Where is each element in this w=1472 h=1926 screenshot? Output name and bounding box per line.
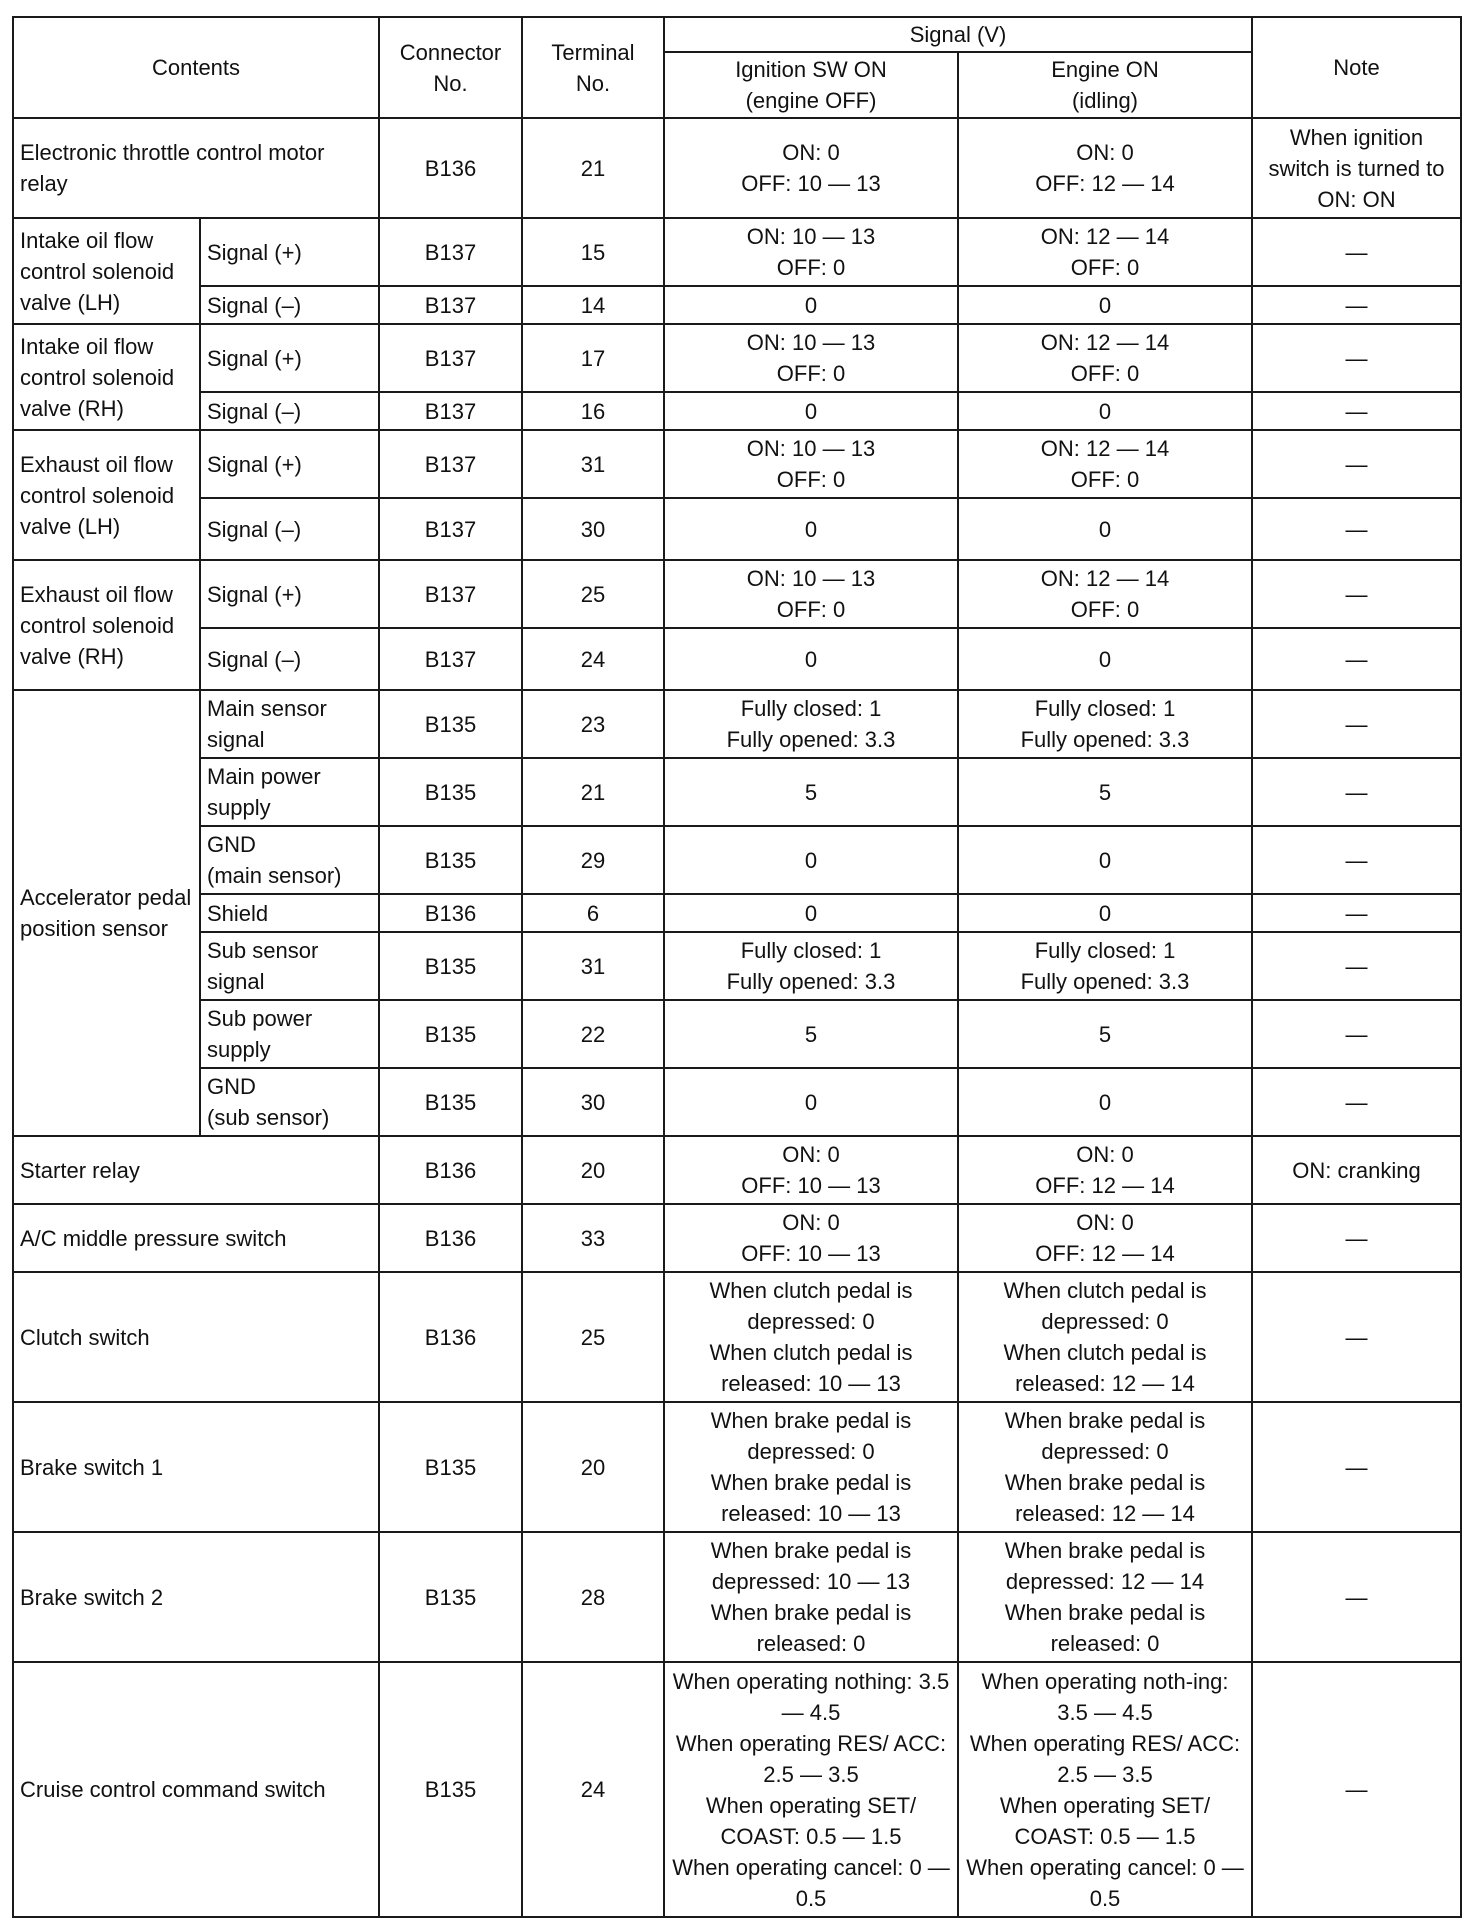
note-cell: ON: cranking [1252, 1136, 1461, 1204]
sub-item-cell: Signal (+) [200, 430, 379, 498]
header-connector-no: Connector No. [379, 17, 522, 118]
terminal-cell: 24 [522, 1662, 664, 1917]
table-row [13, 894, 1461, 932]
connector-cell: B135 [379, 1532, 522, 1662]
note-cell: — [1252, 560, 1461, 628]
ignition-signal-cell: Fully closed: 1 Fully opened: 3.3 [664, 932, 958, 1000]
table-row [13, 1068, 1461, 1136]
ignition-signal-cell: 0 [664, 286, 958, 324]
terminal-cell: 21 [522, 118, 664, 218]
terminal-cell: 25 [522, 560, 664, 628]
terminal-cell: 20 [522, 1402, 664, 1532]
note-cell: — [1252, 498, 1461, 560]
sub-item-cell: Signal (+) [200, 560, 379, 628]
sub-item-cell: Main sensor signal [200, 690, 379, 758]
note-cell: — [1252, 392, 1461, 430]
connector-cell: B135 [379, 1402, 522, 1532]
engine-signal-cell: When clutch pedal is depressed: 0 When clutch pedal is released: 12 — 14 [958, 1272, 1252, 1402]
engine-signal-cell: Fully closed: 1 Fully opened: 3.3 [958, 690, 1252, 758]
engine-signal-cell: ON: 12 — 14 OFF: 0 [958, 430, 1252, 498]
contents-group-cell: Accelerator pedal position sensor [13, 690, 200, 1136]
note-cell: — [1252, 826, 1461, 894]
sub-item-cell: Signal (+) [200, 324, 379, 392]
terminal-cell: 6 [522, 894, 664, 932]
engine-signal-cell: 0 [958, 392, 1252, 430]
note-cell: — [1252, 1532, 1461, 1662]
connector-cell: B135 [379, 932, 522, 1000]
connector-cell: B136 [379, 1272, 522, 1402]
note-cell: — [1252, 1272, 1461, 1402]
connector-cell: B135 [379, 1662, 522, 1917]
terminal-cell: 22 [522, 1000, 664, 1068]
engine-signal-cell: When brake pedal is depressed: 0 When brake pedal is released: 12 — 14 [958, 1402, 1252, 1532]
engine-signal-cell: 0 [958, 1068, 1252, 1136]
ignition-signal-cell: ON: 0 OFF: 10 — 13 [664, 1204, 958, 1272]
engine-signal-cell: When brake pedal is depressed: 12 — 14 When brake pedal is released: 0 [958, 1532, 1252, 1662]
table-row [13, 560, 1461, 628]
note-cell: — [1252, 758, 1461, 826]
sub-item-cell: GND (sub sensor) [200, 1068, 379, 1136]
table-row [13, 758, 1461, 826]
note-cell: — [1252, 1402, 1461, 1532]
ignition-signal-cell: 0 [664, 392, 958, 430]
engine-signal-cell: When operating noth-ing: 3.5 — 4.5 When operating RES/ ACC: 2.5 — 3.5 When operating SET/ COAST: 0.5 — 1.5 When operating cancel: 0 — 0.5 [958, 1662, 1252, 1917]
engine-signal-cell: ON: 12 — 14 OFF: 0 [958, 560, 1252, 628]
connector-cell: B135 [379, 758, 522, 826]
ignition-signal-cell: 0 [664, 894, 958, 932]
terminal-cell: 20 [522, 1136, 664, 1204]
contents-group-cell: Intake oil flow control solenoid valve (LH) [13, 218, 200, 324]
sub-item-cell: Main power supply [200, 758, 379, 826]
sub-item-cell: Sub power supply [200, 1000, 379, 1068]
engine-signal-cell: 0 [958, 628, 1252, 690]
terminal-cell: 15 [522, 218, 664, 286]
terminal-cell: 33 [522, 1204, 664, 1272]
table-row [13, 1204, 1461, 1272]
contents-cell: A/C middle pressure switch [13, 1204, 379, 1272]
sub-item-cell: Signal (–) [200, 286, 379, 324]
note-cell: — [1252, 690, 1461, 758]
ignition-signal-cell: 0 [664, 498, 958, 560]
contents-group-cell: Intake oil flow control solenoid valve (RH) [13, 324, 200, 430]
contents-cell: Clutch switch [13, 1272, 379, 1402]
engine-signal-cell: 0 [958, 826, 1252, 894]
engine-signal-cell: ON: 0 OFF: 12 — 14 [958, 118, 1252, 218]
terminal-cell: 29 [522, 826, 664, 894]
table-row [13, 286, 1461, 324]
note-cell: — [1252, 1662, 1461, 1917]
terminal-cell: 31 [522, 932, 664, 1000]
header-ignition-sw-on: Ignition SW ON (engine OFF) [664, 52, 958, 118]
note-cell: — [1252, 1000, 1461, 1068]
note-cell: — [1252, 324, 1461, 392]
connector-cell: B137 [379, 218, 522, 286]
table-row [13, 324, 1461, 392]
terminal-cell: 24 [522, 628, 664, 690]
engine-signal-cell: Fully closed: 1 Fully opened: 3.3 [958, 932, 1252, 1000]
ignition-signal-cell: Fully closed: 1 Fully opened: 3.3 [664, 690, 958, 758]
connector-cell: B135 [379, 826, 522, 894]
ignition-signal-cell: 0 [664, 826, 958, 894]
note-cell: — [1252, 430, 1461, 498]
note-cell: — [1252, 218, 1461, 286]
table-row [13, 932, 1461, 1000]
terminal-cell: 16 [522, 392, 664, 430]
engine-signal-cell: 0 [958, 498, 1252, 560]
terminal-cell: 23 [522, 690, 664, 758]
connector-cell: B137 [379, 498, 522, 560]
contents-cell: Starter relay [13, 1136, 379, 1204]
engine-signal-cell: 5 [958, 1000, 1252, 1068]
contents-cell: Electronic throttle control motor relay [13, 118, 379, 218]
table-row [13, 218, 1461, 286]
table-row [13, 1402, 1461, 1532]
header-contents: Contents [13, 17, 379, 118]
ignition-signal-cell: When clutch pedal is depressed: 0 When clutch pedal is released: 10 — 13 [664, 1272, 958, 1402]
header-terminal-no: Terminal No. [522, 17, 664, 118]
table-row [13, 392, 1461, 430]
terminal-cell: 25 [522, 1272, 664, 1402]
engine-signal-cell: 0 [958, 894, 1252, 932]
terminal-cell: 14 [522, 286, 664, 324]
connector-cell: B135 [379, 1000, 522, 1068]
ignition-signal-cell: When operating nothing: 3.5 — 4.5 When operating RES/ ACC: 2.5 — 3.5 When operating SET/ COAST: 0.5 — 1.5 When operating cancel: 0 — 0.5 [664, 1662, 958, 1917]
connector-cell: B135 [379, 1068, 522, 1136]
ignition-signal-cell: ON: 0 OFF: 10 — 13 [664, 118, 958, 218]
table-row [13, 118, 1461, 218]
note-cell: — [1252, 1068, 1461, 1136]
ignition-signal-cell: ON: 10 — 13 OFF: 0 [664, 560, 958, 628]
note-cell: — [1252, 932, 1461, 1000]
header-note: Note [1252, 17, 1461, 118]
sub-item-cell: Signal (+) [200, 218, 379, 286]
ignition-signal-cell: When brake pedal is depressed: 10 — 13 When brake pedal is released: 0 [664, 1532, 958, 1662]
connector-cell: B136 [379, 894, 522, 932]
table-row [13, 1000, 1461, 1068]
table-row [13, 1662, 1461, 1917]
connector-cell: B137 [379, 628, 522, 690]
connector-cell: B135 [379, 690, 522, 758]
sub-item-cell: Sub sensor signal [200, 932, 379, 1000]
terminal-cell: 21 [522, 758, 664, 826]
ignition-signal-cell: ON: 0 OFF: 10 — 13 [664, 1136, 958, 1204]
terminal-cell: 31 [522, 430, 664, 498]
engine-signal-cell: 5 [958, 758, 1252, 826]
ignition-signal-cell: ON: 10 — 13 OFF: 0 [664, 430, 958, 498]
sub-item-cell: Signal (–) [200, 498, 379, 560]
note-cell: — [1252, 894, 1461, 932]
ignition-signal-cell: ON: 10 — 13 OFF: 0 [664, 324, 958, 392]
sub-item-cell: Signal (–) [200, 628, 379, 690]
engine-signal-cell: ON: 0 OFF: 12 — 14 [958, 1204, 1252, 1272]
connector-cell: B137 [379, 324, 522, 392]
ignition-signal-cell: When brake pedal is depressed: 0 When brake pedal is released: 10 — 13 [664, 1402, 958, 1532]
table-row [13, 430, 1461, 498]
sub-item-cell: GND (main sensor) [200, 826, 379, 894]
sub-item-cell: Shield [200, 894, 379, 932]
connector-cell: B136 [379, 1204, 522, 1272]
table-row [13, 628, 1461, 690]
connector-cell: B136 [379, 118, 522, 218]
ignition-signal-cell: 0 [664, 628, 958, 690]
signal-spec-table [12, 16, 1462, 1918]
ignition-signal-cell: 5 [664, 758, 958, 826]
note-cell: — [1252, 1204, 1461, 1272]
connector-cell: B136 [379, 1136, 522, 1204]
terminal-cell: 28 [522, 1532, 664, 1662]
ignition-signal-cell: 0 [664, 1068, 958, 1136]
table-header [13, 17, 1461, 118]
contents-cell: Cruise control command switch [13, 1662, 379, 1917]
contents-cell: Brake switch 2 [13, 1532, 379, 1662]
connector-cell: B137 [379, 392, 522, 430]
engine-signal-cell: 0 [958, 286, 1252, 324]
header-engine-on: Engine ON (idling) [958, 52, 1252, 118]
header-signal-v: Signal (V) [664, 17, 1252, 52]
terminal-cell: 17 [522, 324, 664, 392]
note-cell: — [1252, 628, 1461, 690]
engine-signal-cell: ON: 12 — 14 OFF: 0 [958, 324, 1252, 392]
engine-signal-cell: ON: 12 — 14 OFF: 0 [958, 218, 1252, 286]
note-cell: — [1252, 286, 1461, 324]
note-cell: When ignition switch is turned to ON: ON [1252, 118, 1461, 218]
ignition-signal-cell: 5 [664, 1000, 958, 1068]
contents-cell: Brake switch 1 [13, 1402, 379, 1532]
connector-cell: B137 [379, 430, 522, 498]
table-row [13, 1272, 1461, 1402]
table-row [13, 1532, 1461, 1662]
engine-signal-cell: ON: 0 OFF: 12 — 14 [958, 1136, 1252, 1204]
table-row [13, 826, 1461, 894]
contents-group-cell: Exhaust oil flow control solenoid valve (RH) [13, 560, 200, 690]
terminal-cell: 30 [522, 498, 664, 560]
table-row [13, 1136, 1461, 1204]
table-row [13, 498, 1461, 560]
table-row [13, 690, 1461, 758]
connector-cell: B137 [379, 286, 522, 324]
sub-item-cell: Signal (–) [200, 392, 379, 430]
contents-group-cell: Exhaust oil flow control solenoid valve (LH) [13, 430, 200, 560]
ignition-signal-cell: ON: 10 — 13 OFF: 0 [664, 218, 958, 286]
terminal-cell: 30 [522, 1068, 664, 1136]
connector-cell: B137 [379, 560, 522, 628]
